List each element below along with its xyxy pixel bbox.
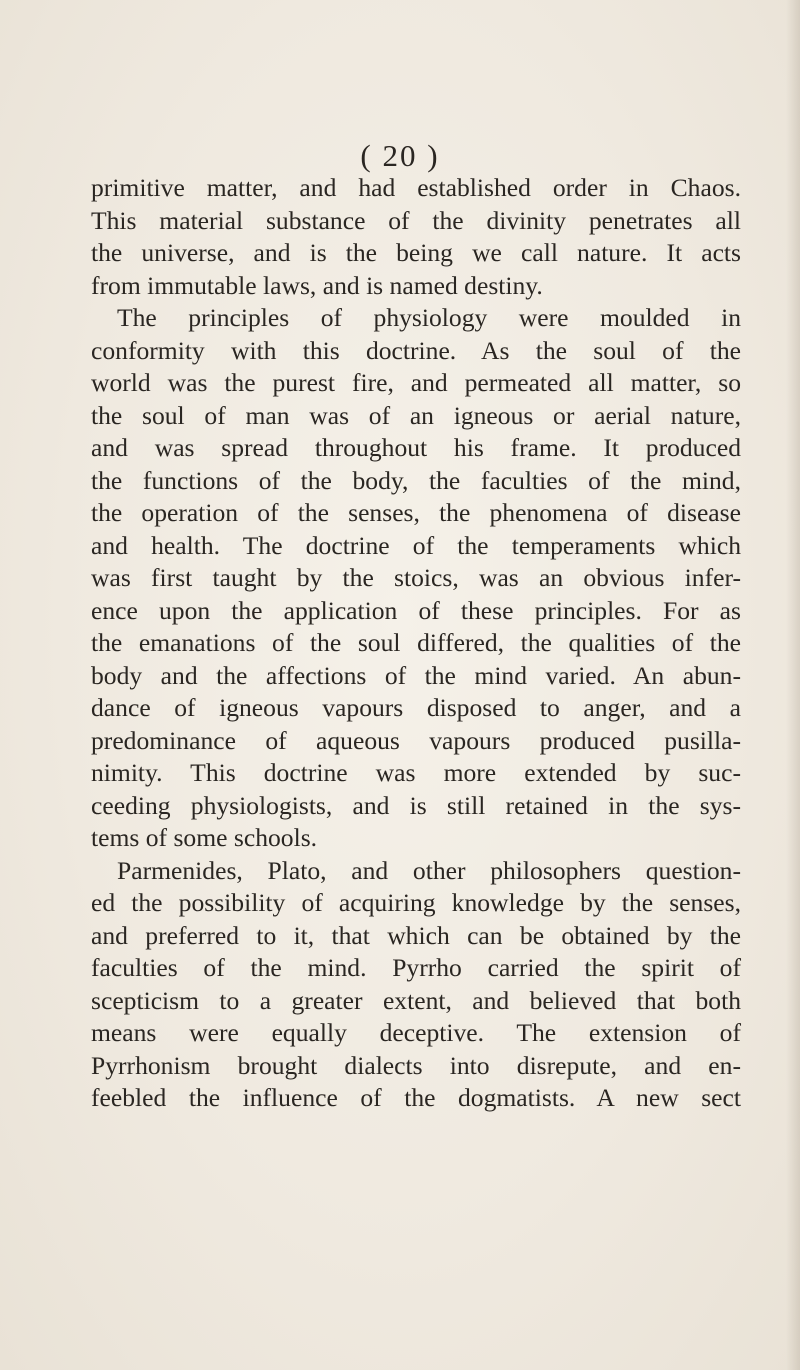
text-line: the operation of the senses, the phenomena of disease: [91, 498, 741, 527]
text-line: the functions of the body, the faculties of the mind,: [91, 465, 741, 495]
text-line: the emanations of the soul differed, the qualities of the: [91, 628, 741, 657]
text-line: predominance of aqueous vapours produced pusilla-: [91, 725, 741, 755]
text-line: and preferred to it, that which can be obtained by the: [91, 920, 741, 950]
text-line: ence upon the application of these principles. For as: [91, 595, 741, 625]
body-text: [91, 172, 741, 1115]
text-line: from immutable laws, and is named destiny.: [91, 270, 543, 300]
text-line: Parmenides, Plato, and other philosophers question-: [117, 855, 741, 885]
text-line: ed the possibility of acquiring knowledge by the senses,: [91, 888, 741, 917]
page-number: ( 20 ): [360, 138, 440, 173]
page-edge-shadow: [786, 0, 800, 1370]
text-line: faculties of the mind. Pyrrho carried the spirit of: [91, 953, 741, 982]
text-line: and was spread throughout his frame. It produced: [91, 433, 741, 462]
text-line: the universe, and is the being we call nature. It acts: [91, 238, 741, 267]
text-line: world was the purest fire, and permeated all matter, so: [91, 368, 741, 397]
text-line: was first taught by the stoics, was an obvious infer-: [91, 563, 741, 592]
text-line: tems of some schools.: [91, 823, 318, 852]
text-line: The principles of physiology were moulded in: [117, 303, 741, 332]
text-line: primitive matter, and had established order in Chaos.: [91, 173, 741, 202]
text-line: and health. The doctrine of the temperaments which: [91, 530, 741, 560]
text-line: dance of igneous vapours disposed to anger, and a: [91, 693, 741, 722]
text-line: scepticism to a greater extent, and believed that both: [91, 985, 741, 1015]
text-line: This material substance of the divinity penetrates all: [91, 205, 741, 235]
text-line: body and the affections of the mind varied. An abun-: [91, 660, 741, 690]
text-line: the soul of man was of an igneous or aerial nature,: [91, 400, 741, 430]
text-line: feebled the influence of the dogmatists. A new sect: [91, 1083, 741, 1112]
text-line: means were equally deceptive. The extension of: [91, 1018, 741, 1047]
text-line: conformity with this doctrine. As the soul of the: [91, 335, 741, 365]
text-line: nimity. This doctrine was more extended by suc-: [91, 758, 741, 787]
text-line: ceeding physiologists, and is still retained in the sys-: [91, 790, 741, 820]
text-line: Pyrrhonism brought dialects into disrepute, and en-: [91, 1050, 741, 1080]
